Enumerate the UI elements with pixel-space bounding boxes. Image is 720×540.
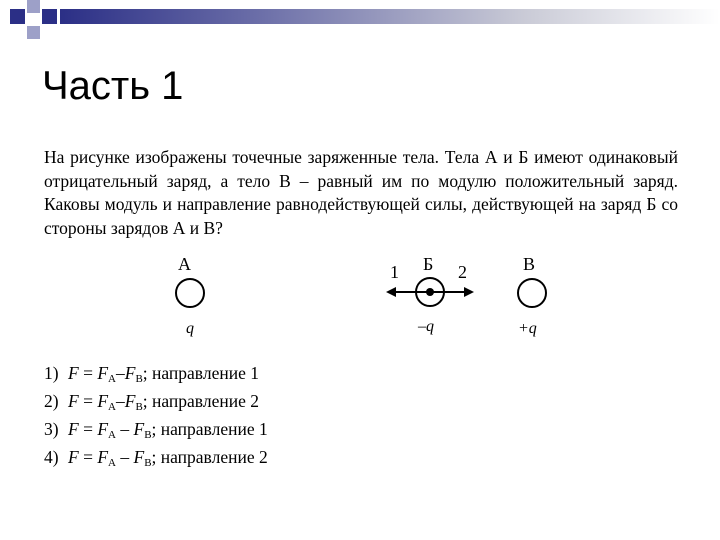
answer-eq: = [78,363,98,383]
answer-sub-b: В [144,429,152,441]
body-b-label: Б [423,254,434,274]
arrow-1-label: 1 [390,262,399,282]
answer-eq: = [78,391,98,411]
answer-eq: = [78,447,98,467]
answer-fb: F [133,447,145,467]
answer-op: – [115,391,125,411]
answer-f: F [68,419,79,439]
arrow-head-right [464,287,474,297]
answer-option[interactable] [44,390,268,418]
answer-direction: ; направление 1 [151,419,268,439]
answer-sub-b: В [135,373,143,385]
answer-number: 2) [44,391,59,411]
deco-square [27,26,40,39]
answer-f: F [68,391,79,411]
answer-fa: F [97,447,109,467]
body-a-charge: q [186,320,194,337]
deco-square [42,9,57,24]
answer-number: 1) [44,363,59,383]
answer-number: 3) [44,419,59,439]
answer-op: – [115,363,125,383]
answer-sub-a: А [108,429,116,441]
answer-direction: ; направление 1 [142,363,259,383]
answer-f: F [68,363,79,383]
body-v-circle [517,278,547,308]
answer-fa: F [97,419,109,439]
header-gradient-bar [60,9,720,24]
body-a-label: А [178,254,191,274]
answer-sub-b: В [135,401,143,413]
answer-sub-b: В [144,457,152,469]
answer-fb: F [133,419,145,439]
problem-text: На рисунке изображены точечные заряженные тела. Тела А и Б имеют одинаковый отрицательный заряд, а тело В – равный им по модулю положительный заряд. Каковы модуль и направление равнодействующей силы, действующей на заряд Б со стороны зарядов А и В? [44,147,678,238]
answer-options [44,362,268,474]
body-b-charge: –q [418,318,434,335]
answer-op: – [115,447,134,467]
header-decoration-squares [0,0,60,40]
answer-fb: F [124,363,136,383]
deco-square [27,0,40,13]
body-b-center-dot [426,288,434,296]
body-v-charge: +q [518,320,537,337]
answer-fb: F [124,391,136,411]
answer-fa: F [97,391,109,411]
answer-eq: = [78,419,98,439]
charges-figure [0,250,720,350]
slide-title: Часть 1 [42,64,184,108]
arrow-head-left [386,287,396,297]
body-a-circle [175,278,205,308]
answer-sub-a: А [108,457,116,469]
answer-direction: ; направление 2 [151,447,268,467]
answer-option[interactable] [44,446,268,474]
answer-option[interactable] [44,362,268,390]
answer-fa: F [97,363,109,383]
answer-option[interactable] [44,418,268,446]
arrow-2-label: 2 [458,262,467,282]
answer-sub-a: А [108,373,116,385]
answer-direction: ; направление 2 [142,391,259,411]
answer-f: F [68,447,79,467]
answer-number: 4) [44,447,59,467]
answer-sub-a: А [108,401,116,413]
deco-square [10,9,25,24]
body-v-label: В [523,254,536,274]
answer-op: – [115,419,134,439]
